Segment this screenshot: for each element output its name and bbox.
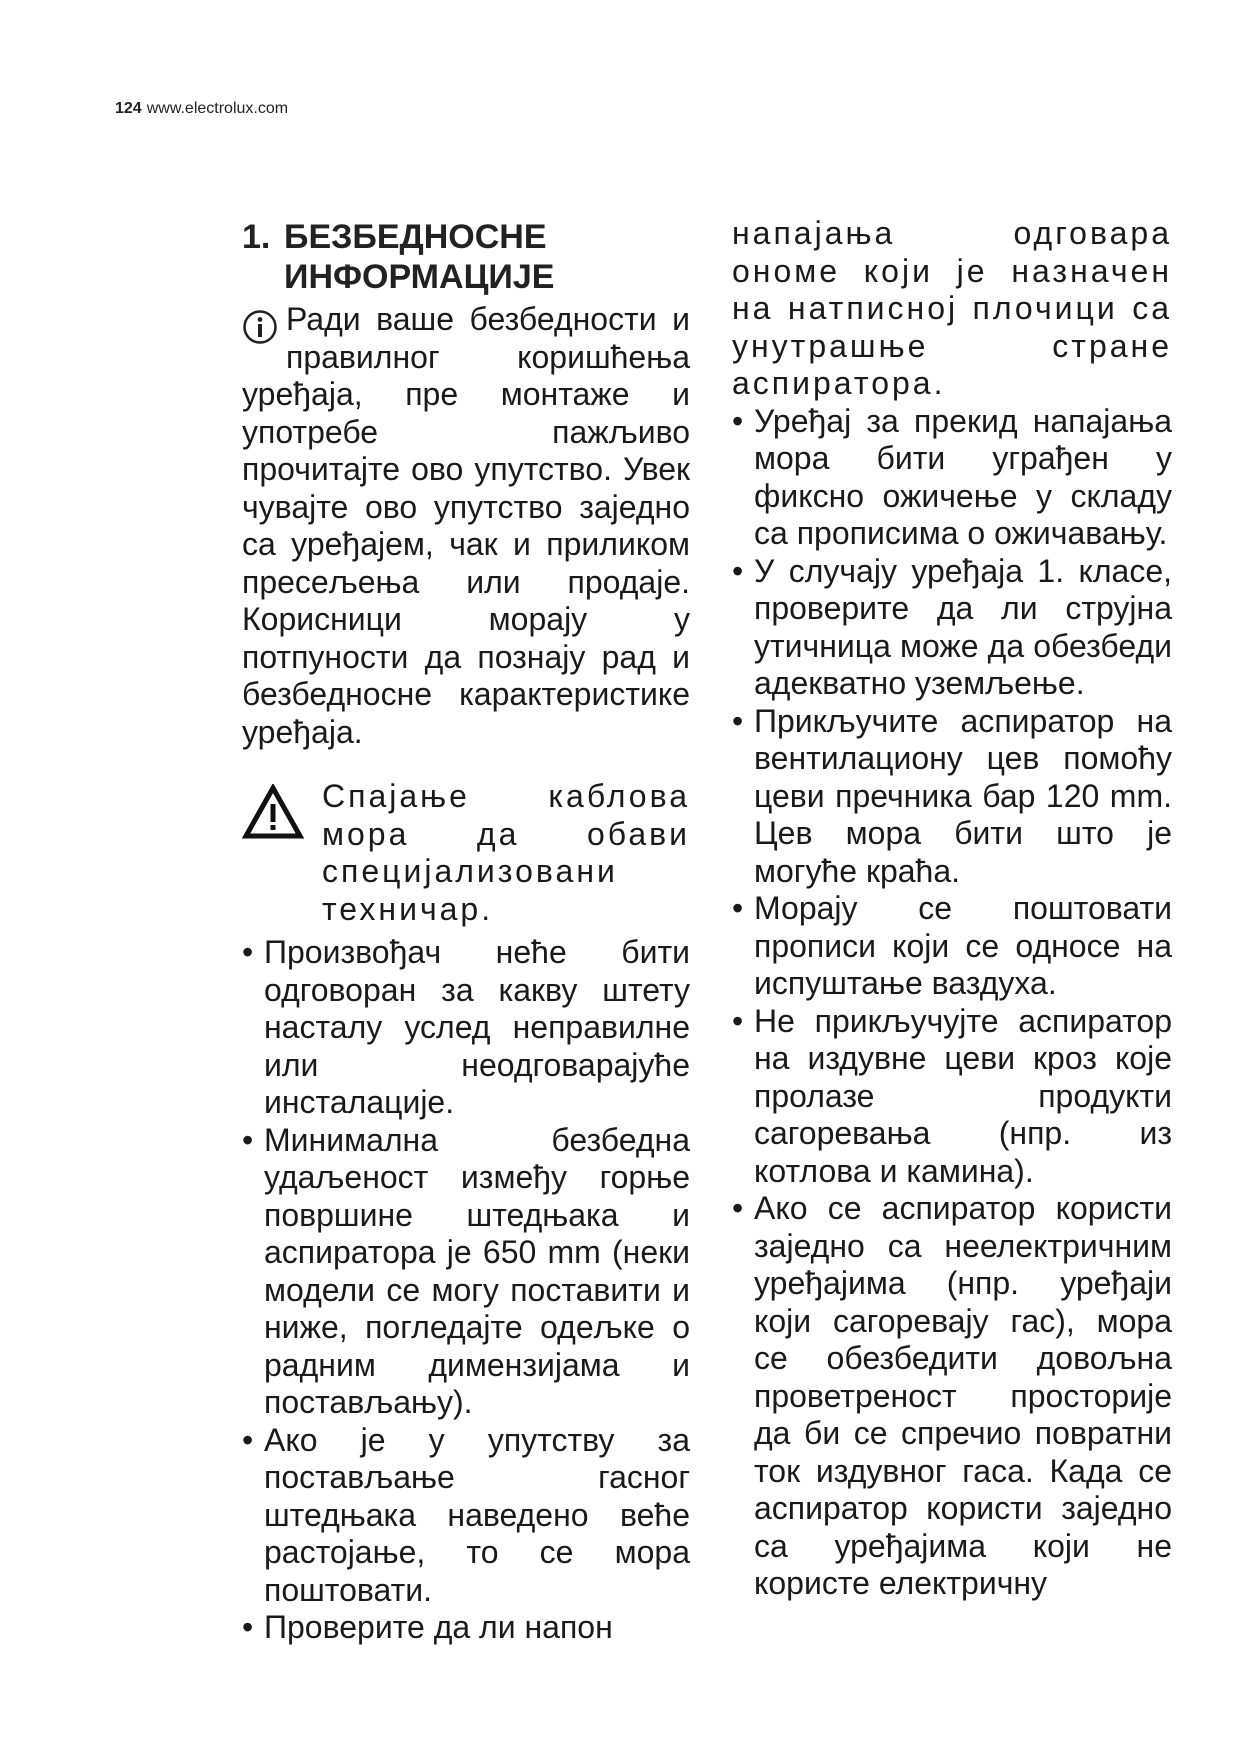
- list-item: • Минимална безбедна удаљеност између горње површине штедњака и аспиратора је 650 mm (неки модели се могу поставити и ниже, погледајте одељке о радним димензијама и постављању).: [242, 1122, 690, 1422]
- section-number: 1.: [242, 218, 271, 256]
- list-item: • Не прикључујте аспиратор на издувне цеви кроз које пролазе продукти сагоревања (нпр. из котлова и камина).: [732, 1003, 1172, 1191]
- info-block: [242, 301, 690, 751]
- page-header: [115, 100, 288, 118]
- section-title: [284, 217, 554, 297]
- intro-text: Ради ваше безбедности и правилног коришћења уређаја, пре монтаже и употребе пажљиво прочитајте ово упутство. Увек чувајте ово упутство заједно са уређајем, чак и приликом пресељења или продаје. Корисници морају у потпуности да познају рад и безбедносне карактеристике уређаја.: [242, 301, 690, 750]
- list-item: • У случају уређаја 1. класе, проверите да ли струјна утичница може да обезбеди адекватно уземљење.: [732, 553, 1172, 703]
- right-column: [732, 215, 1172, 1603]
- website-url[interactable]: www.electrolux.com: [146, 100, 289, 117]
- list-item: • Морају се поштовати прописи који се односе на испуштање ваздуха.: [732, 890, 1172, 1003]
- section-title-line1: БЕЗБЕДНОСНЕ: [284, 218, 547, 256]
- list-item: • Прикључите аспиратор на вентилациону цев помоћу цеви пречника бар 120 mm. Цев мора бити што је могуће краћа.: [732, 703, 1172, 891]
- page-number: 124: [115, 100, 142, 117]
- info-icon: [242, 309, 278, 345]
- continuation-text: напајања одговара ономе који је назначен на натписној плочици са унутрашње стране аспиратора.: [732, 215, 1172, 401]
- list-item: • Ако се аспиратор користи заједно са неелектричним уређајима (нпр. уређаји који сагоревају гас), мора се обезбедити довољна проветреност просторије да би се спречио повратни ток издувног гаса. Када се аспиратор користи заједно са уређајима који не користе електричну: [732, 1190, 1172, 1603]
- list-item: • Ако је у упутству за постављање гасног штедњака наведено веће растојање, то се мора поштовати.: [242, 1422, 690, 1610]
- section-heading: [242, 217, 690, 297]
- list-item: • Проверите да ли напон: [242, 1609, 690, 1647]
- list-item: • Произвођач неће бити одговоран за какву штету насталу услед неправилне или неодговарајуће инсталације.: [242, 934, 690, 1122]
- warning-triangle-icon: [242, 784, 304, 840]
- section-title-line2: ИНФОРМАЦИЈЕ: [284, 258, 555, 296]
- list-item: • Уређај за прекид напајања мора бити уграђен у фиксно ожичење у складу са прописима о ожичавању.: [732, 403, 1172, 553]
- warning-text: Спајање каблова мора да обави специјализовани техничар.: [322, 778, 690, 927]
- right-bullet-list: [732, 403, 1172, 1603]
- warning-block: [242, 778, 690, 928]
- left-column: [242, 215, 690, 1647]
- left-bullet-list: [242, 934, 690, 1647]
